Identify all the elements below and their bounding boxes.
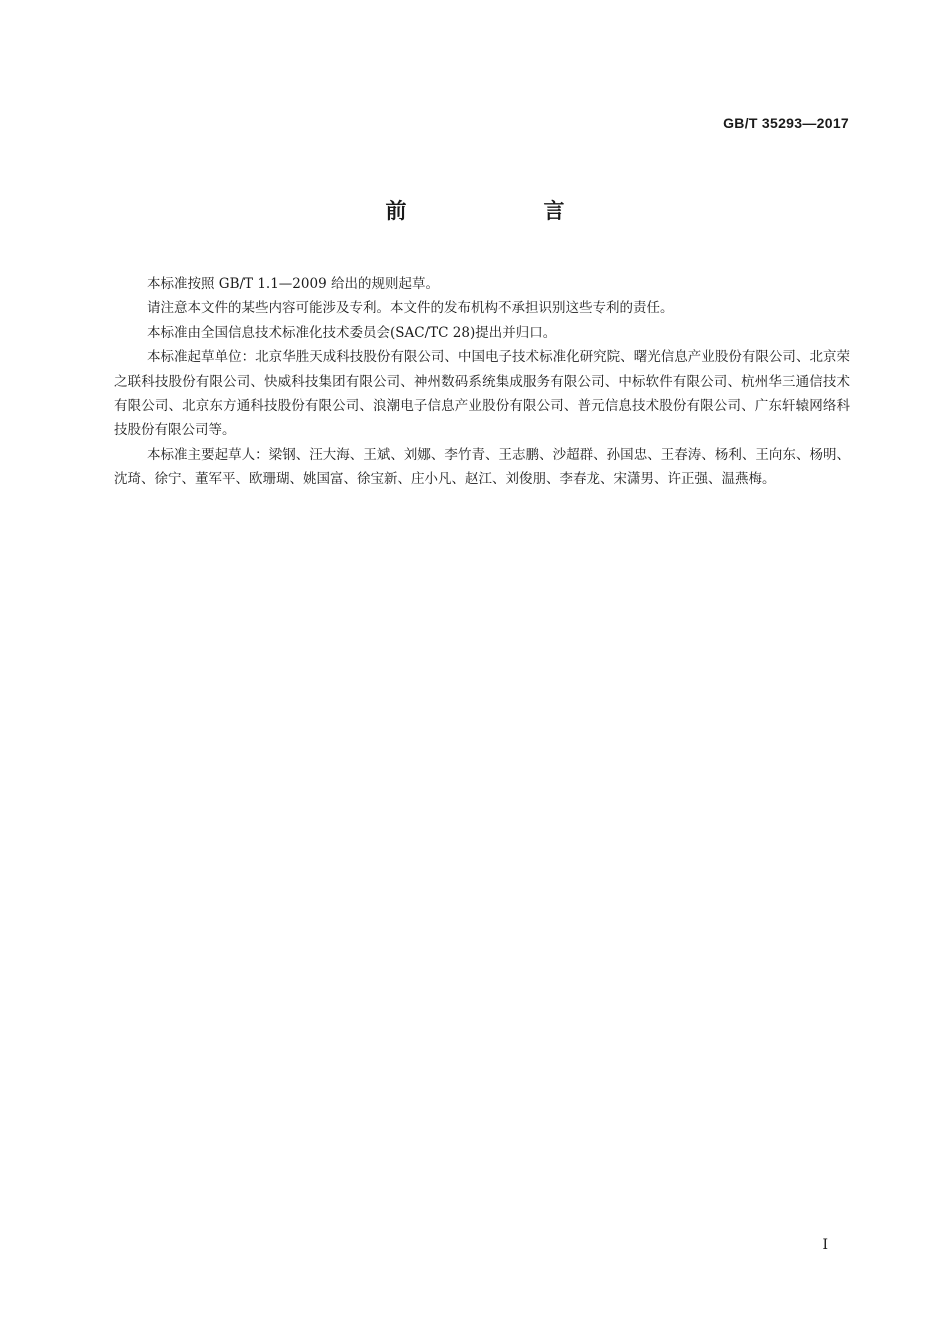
paragraph-patent-notice: 请注意本文件的某些内容可能涉及专利。本文件的发布机构不承担识别这些专利的责任。 xyxy=(147,300,674,317)
paragraph-drafting-rules: 本标准按照 GB/T 1.1—2009 给出的规则起草。 xyxy=(147,276,439,292)
page-title: 前 言 xyxy=(385,199,623,223)
preface-body xyxy=(114,272,850,492)
paragraph-drafting-units: 本标准起草单位：北京华胜天成科技股份有限公司、中国电子技术标准化研究院、曙光信息产业股份有限公司、北京荣之联科技股份有限公司、快威科技集团有限公司、神州数码系统集成服务有限公司、中标软件有限公司、杭州华三通信技术有限公司、北京东方通科技股份有限公司、浪潮电子信息产业股份有限公司、普元信息技术股份有限公司、广东轩辕网络科技股份有限公司等。 xyxy=(114,349,850,439)
standard-code: GB/T 35293—2017 xyxy=(723,115,849,131)
page-number: Ⅰ xyxy=(822,1237,828,1253)
paragraph-drafters: 本标准主要起草人：梁钢、汪大海、王斌、刘娜、李竹青、王志鹏、沙超群、孙国忠、王春涛、杨利、王向东、杨明、沈琦、徐宁、董军平、欧珊瑚、姚国富、徐宝新、庄小凡、赵江、刘俊朋、李春龙、宋潇男、许正强、温燕梅。 xyxy=(114,446,850,488)
paragraph-proposer: 本标准由全国信息技术标准化技术委员会(SAC/TC 28)提出并归口。 xyxy=(147,324,557,341)
